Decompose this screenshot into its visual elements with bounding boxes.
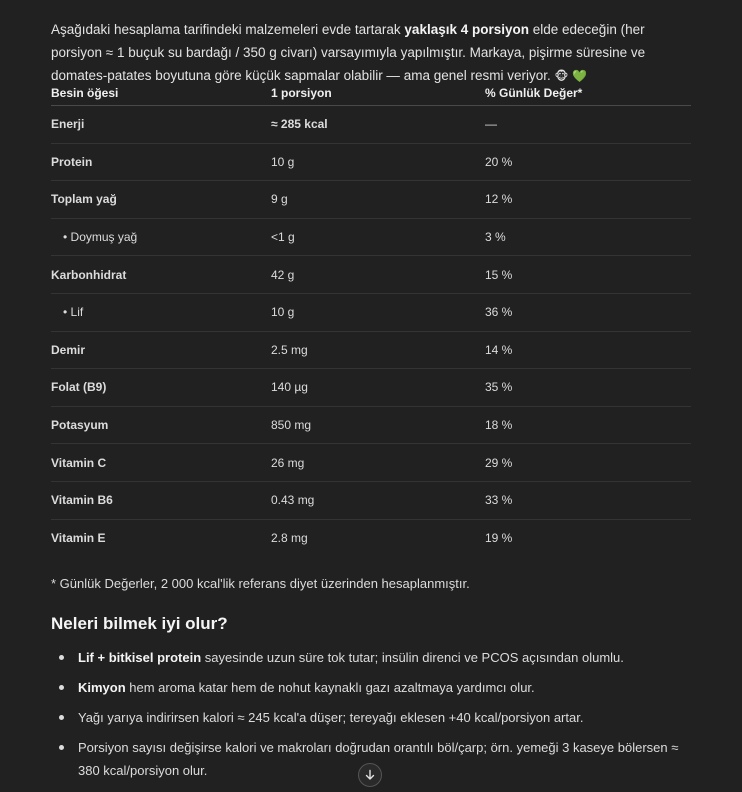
- table-row: [51, 143, 691, 181]
- nutrient-daily-value: 14 %: [485, 331, 691, 369]
- nutrient-daily-value: 35 %: [485, 369, 691, 407]
- scroll-to-bottom-button[interactable]: [358, 763, 382, 787]
- nutrient-name: Vitamin C: [51, 444, 271, 482]
- nutrient-daily-value: 36 %: [485, 293, 691, 331]
- arrow-down-icon: [364, 769, 376, 781]
- header-daily-value: % Günlük Değer*: [485, 80, 691, 106]
- nutrient-value: 2.8 mg: [271, 530, 308, 545]
- intro-text-2: elde edeceğin (her porsiyon ≈ 1 buçuk su bardağı / 350 g civarı) varsayımıyla yapılmıştır. Markaya, pişirme süresine ve domates-patates boyutuna göre küçük sapmalar olabilir — ama genel resmi veriyor.: [51, 21, 646, 83]
- nutrient-daily-value: 3 %: [485, 218, 691, 256]
- nutrient-value: 850 mg: [271, 406, 485, 444]
- tip-text: sayesinde uzun süre tok tutar; insülin direnci ve PCOS açısından olumlu.: [201, 650, 624, 665]
- tip-text: Porsiyon sayısı değişirse kalori ve makroları doğrudan orantılı böl/çarp; örn. yemeği 3 kaseye bölersen ≈ 380 kcal/porsiyon olur.: [78, 740, 679, 778]
- list-item: [51, 706, 696, 729]
- nutrient-daily-value: 20 %: [485, 143, 691, 181]
- green-heart-emoji-icon: 💚: [572, 68, 588, 83]
- table-header-row: [51, 80, 691, 106]
- nutrient-value: 10 g: [271, 143, 485, 181]
- nutrient-value: <1 g: [271, 218, 485, 256]
- nutrient-daily-value: 15 %: [485, 256, 691, 294]
- section-title: Neleri bilmek iyi olur?: [51, 614, 228, 633]
- list-item: [51, 646, 696, 669]
- nutrient-name: Karbonhidrat: [51, 256, 271, 294]
- nutrient-name: Folat (B9): [51, 369, 271, 407]
- nutrient-name: • Lif: [51, 293, 271, 331]
- intro-paragraph: [51, 18, 696, 88]
- monkey-emoji-icon: 🐵: [554, 68, 569, 83]
- intro-bold: yaklaşık 4 porsiyon: [404, 21, 529, 37]
- table-row: [51, 519, 691, 556]
- table-row: [51, 256, 691, 294]
- nutrient-value: 2.5 mg: [271, 331, 485, 369]
- tip-bold: Kimyon: [78, 680, 126, 695]
- nutrition-table: [51, 80, 691, 556]
- nutrient-daily-value: —: [485, 106, 691, 144]
- tip-bold: Lif + bitkisel protein: [78, 650, 202, 665]
- table-row: [51, 331, 691, 369]
- nutrient-daily-value: 18 %: [485, 406, 691, 444]
- nutrient-value: 0.43 mg: [271, 481, 485, 519]
- nutrient-name: Potasyum: [51, 406, 271, 444]
- nutrient-value: 42 g: [271, 256, 485, 294]
- nutrient-name: Demir: [51, 331, 271, 369]
- table-row: [51, 218, 691, 256]
- header-nutrient: Besin öğesi: [51, 80, 271, 106]
- nutrient-name: Toplam yağ: [51, 181, 271, 219]
- nutrient-name: Enerji: [51, 106, 271, 144]
- table-row: [51, 106, 691, 144]
- nutrient-value: 140 µg: [271, 369, 485, 407]
- nutrient-daily-value: 19 %: [485, 530, 513, 545]
- nutrient-name: • Doymuş yağ: [51, 218, 271, 256]
- table-row: [51, 444, 691, 482]
- nutrient-value: 10 g: [271, 293, 485, 331]
- nutrient-name: Vitamin E: [51, 530, 106, 545]
- nutrient-daily-value: 12 %: [485, 181, 691, 219]
- table-row: [51, 481, 691, 519]
- list-item: [51, 676, 696, 699]
- table-footnote: * Günlük Değerler, 2 000 kcal'lik referans diyet üzerinden hesaplanmıştır.: [51, 576, 470, 591]
- nutrient-value: 9 g: [271, 181, 485, 219]
- nutrient-name: Vitamin B6: [51, 481, 271, 519]
- nutrient-value: ≈ 285 kcal: [271, 106, 485, 144]
- nutrient-value: 26 mg: [271, 444, 485, 482]
- table-row: [51, 369, 691, 407]
- nutrient-name: Protein: [51, 143, 271, 181]
- tip-text: Yağı yarıya indirirsen kalori ≈ 245 kcal'a düşer; tereyağı eklesen +40 kcal/porsiyon artar.: [78, 710, 584, 725]
- table-row: [51, 293, 691, 331]
- table-row: [51, 181, 691, 219]
- tip-text: hem aroma katar hem de nohut kaynaklı gazı azaltmaya yardımcı olur.: [125, 680, 535, 695]
- nutrient-daily-value: 29 %: [485, 444, 691, 482]
- table-row: [51, 406, 691, 444]
- intro-text-1: Aşağıdaki hesaplama tarifindeki malzemeleri evde tartarak: [51, 21, 405, 37]
- nutrient-daily-value: 33 %: [485, 481, 691, 519]
- header-portion: 1 porsiyon: [271, 80, 485, 106]
